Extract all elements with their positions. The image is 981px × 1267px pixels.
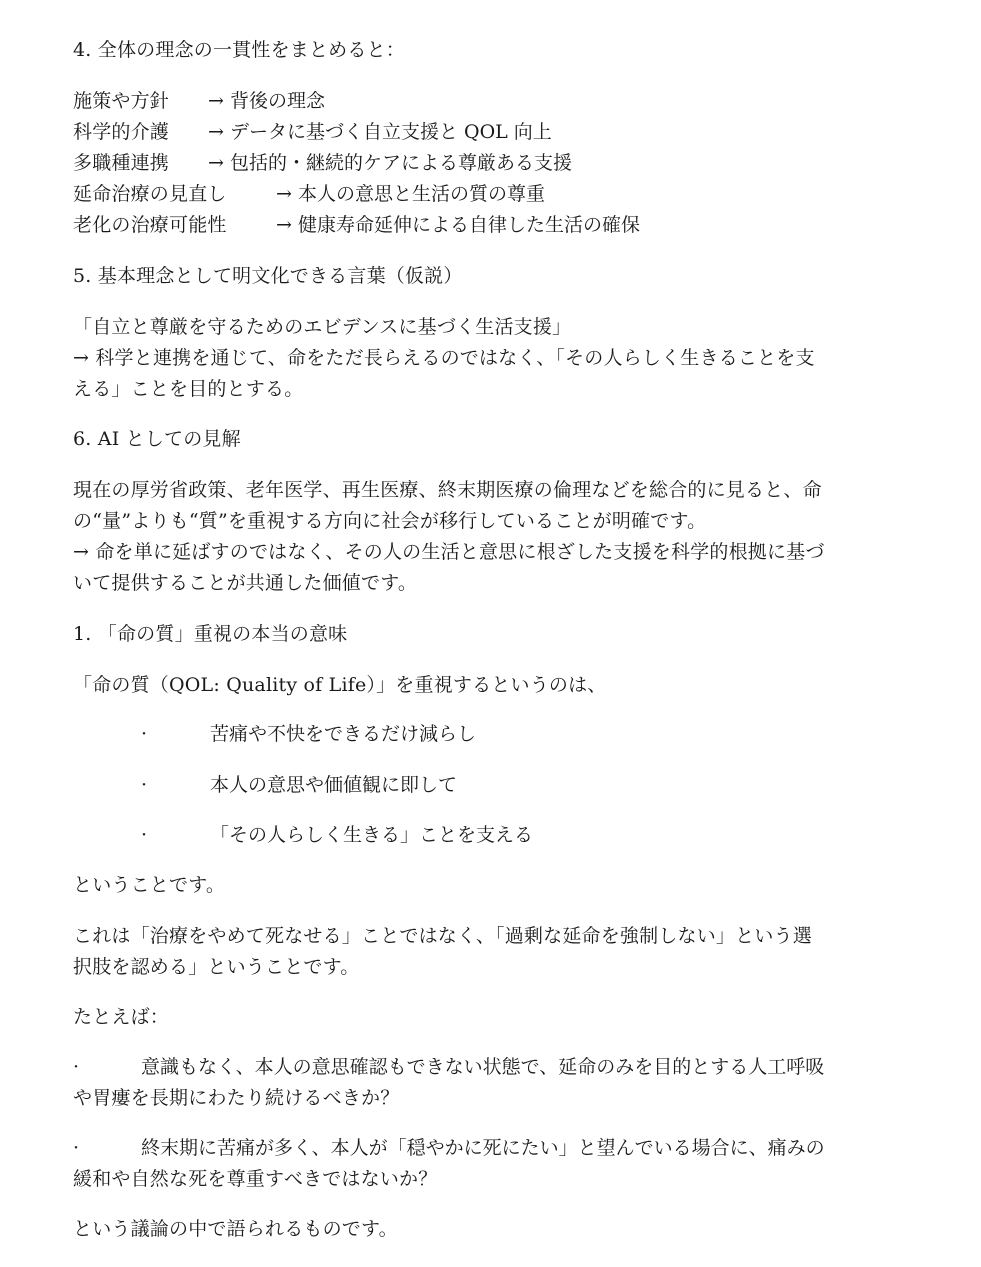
- section5-line: → 科学と連携を通じて、命をただ長らえるのではなく、「その人らしく生きることを支: [73, 347, 815, 369]
- section6-line: → 命を単に延ばすのではなく、その人の生活と意思に根ざした支援を科学的根拠に基づ: [73, 541, 825, 563]
- paragraph-line: 択肢を認める」ということです。: [73, 956, 360, 978]
- section4-row-right: → 健康寿命延伸による自律した生活の確保: [276, 214, 640, 236]
- section6-heading: 6. AI としての見解: [73, 428, 241, 450]
- example-label: たとえば：: [73, 1006, 170, 1028]
- bullet-text: 本人の意思や価値観に即して: [210, 774, 458, 796]
- bullet-marker: ·: [73, 1137, 80, 1159]
- section6-line: いて提供することが共通した価値です。: [73, 572, 418, 594]
- section4-row-right: → 包括的・継続的ケアによる尊厳ある支援: [208, 152, 572, 174]
- bullet-marker: ·: [73, 1056, 80, 1078]
- section1-intro: 「命の質（QOL: Quality of Life）」を重視するというのは、: [73, 674, 607, 696]
- section5-heading: 5. 基本理念として明文化できる言葉（仮説）: [73, 265, 463, 287]
- example-text: 緩和や自然な死を尊重すべきではないか？: [73, 1168, 438, 1190]
- section4-row-left: 延命治療の見直し: [73, 183, 227, 205]
- example-text: 意識もなく、本人の意思確認もできない状態で、延命のみを目的とする人工呼吸: [141, 1056, 825, 1078]
- bullet-marker: ·: [141, 824, 148, 846]
- example-text: 終末期に苦痛が多く、本人が「穏やかに死にたい」と望んでいる場合に、痛みの: [141, 1137, 825, 1159]
- section4-row-left: 施策や方針: [73, 90, 170, 112]
- section5-line: 「自立と尊厳を守るためのエビデンスに基づく生活支援」: [73, 316, 572, 338]
- closing-text: という議論の中で語られるものです。: [73, 1218, 398, 1240]
- bullet-marker: ·: [141, 723, 148, 745]
- bullet-text: 苦痛や不快をできるだけ減らし: [210, 723, 477, 745]
- after-bullets-text: ということです。: [73, 874, 226, 896]
- section4-row-right: → データに基づく自立支援と QOL 向上: [208, 121, 552, 143]
- section1-heading: 1. 「命の質」重視の本当の意味: [73, 623, 348, 645]
- section4-row-left: 老化の治療可能性: [73, 214, 227, 236]
- section4-row-right: → 本人の意思と生活の質の尊重: [276, 183, 545, 205]
- bullet-marker: ·: [141, 774, 148, 796]
- section5-line: える」ことを目的とする。: [73, 378, 304, 400]
- section4-row-left: 多職種連携: [73, 152, 170, 174]
- bullet-text: 「その人らしく生きる」ことを支える: [210, 824, 534, 846]
- section6-line: の“量”よりも“質”を重視する方向に社会が移行していることが明確です。: [73, 510, 707, 532]
- section6-line: 現在の厚労省政策、老年医学、再生医療、終末期医療の倫理などを総合的に見ると、命: [73, 479, 822, 501]
- example-text: や胃瘻を長期にわたり続けるべきか？: [73, 1087, 400, 1109]
- paragraph-line: これは「治療をやめて死なせる」ことではなく、「過剰な延命を強制しない」という選: [73, 925, 812, 947]
- section4-row-left: 科学的介護: [73, 121, 170, 143]
- section4-heading: 4. 全体の理念の一貫性をまとめると：: [73, 39, 405, 61]
- section4-row-right: → 背後の理念: [208, 90, 325, 112]
